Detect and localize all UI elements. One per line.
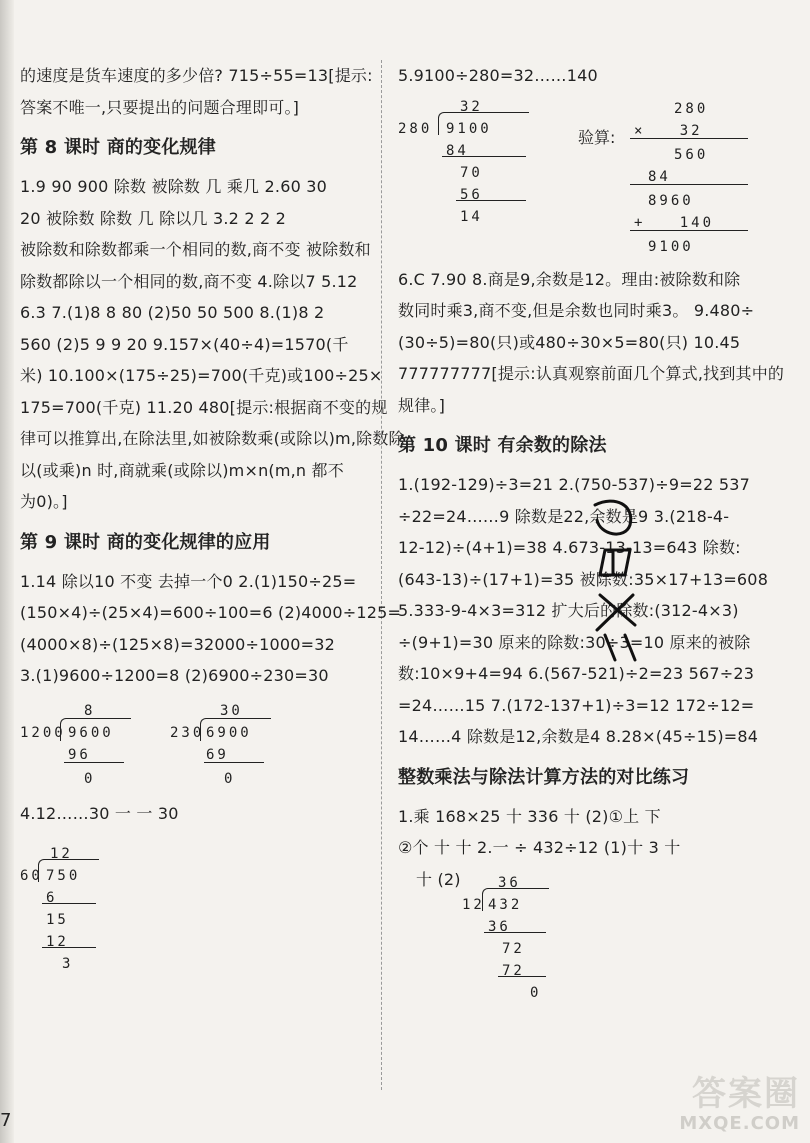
text-line: 答案不唯一,只要提出的问题合理即可。] xyxy=(20,97,300,117)
check-row: × 32 xyxy=(634,122,703,139)
text-line: 被除数和除数都乘一个相同的数,商不变 被除数和 xyxy=(20,240,371,259)
text-line: 律可以推算出,在除法里,如被除数乘(或除以)m,除数除 xyxy=(20,429,405,448)
remainder: 0 xyxy=(530,984,542,1001)
remainder: 0 xyxy=(224,770,236,787)
column-divider xyxy=(381,60,382,1090)
quotient: 36 xyxy=(498,874,521,891)
text-line: 12-12)÷(4+1)=38 4.673-13-13=643 除数: xyxy=(398,538,741,557)
product: 36 xyxy=(488,918,511,935)
division-rule xyxy=(42,903,96,904)
check-row: 84 xyxy=(648,168,671,185)
quotient: 32 xyxy=(460,98,483,115)
text-line: 3.(1)9600÷1200=8 (2)6900÷230=30 xyxy=(20,666,329,685)
text-line: 数同时乘3,商不变,但是余数也同时乘3。 9.480÷ xyxy=(398,301,755,320)
long-division xyxy=(20,839,365,989)
text-line: =24……15 7.(172-137+1)÷3=12 172÷12= xyxy=(398,695,755,715)
text-line: ÷22=24……9 除数是22,余数是9 3.(218-4- xyxy=(398,506,730,526)
check-rule xyxy=(630,184,748,185)
text-line: 6.3 7.(1)8 8 80 (2)50 50 500 8.(1)8 2 xyxy=(20,303,325,322)
text-line: ②个 十 十 2.一 ÷ 432÷12 (1)十 3 十 xyxy=(398,838,681,857)
division-rule xyxy=(442,156,526,157)
section-heading-lesson-9: 第 9 课时 商的变化规律的应用 xyxy=(20,531,271,553)
product: 56 xyxy=(460,186,483,203)
partial-remainder: 15 xyxy=(46,912,69,928)
check-rule xyxy=(630,138,748,139)
text-line: 规律。] xyxy=(398,395,446,415)
divisor: 60 xyxy=(20,868,43,884)
watermark-logo xyxy=(660,1075,800,1135)
division-rule xyxy=(42,947,96,948)
text-line: 20 被除数 除数 几 除以几 3.2 2 2 2 xyxy=(20,208,287,228)
book-spine-edge xyxy=(0,0,14,1143)
text-line: (643-13)÷(17+1)=35 被除数:35×17+13=608 xyxy=(398,569,769,589)
text-line: 以(或乘)n 时,商就乘(或除以)m×n(m,n 都不 xyxy=(20,460,344,480)
division-rule xyxy=(204,762,264,763)
check-label: 验算: xyxy=(578,127,616,147)
partial-remainder: 70 xyxy=(460,164,483,181)
quotient: 8 xyxy=(84,702,96,719)
section-heading-lesson-8: 第 8 课时 商的变化规律 xyxy=(20,137,216,158)
text-line: 1.9 90 900 除数 被除数 几 乘几 2.60 30 xyxy=(20,177,328,196)
text-line: 6.C 7.90 8.商是9,余数是12。理由:被除数和除 xyxy=(398,269,741,289)
division-rule xyxy=(456,200,526,201)
product: 12 xyxy=(46,934,69,950)
check-row: + 140 xyxy=(634,214,715,231)
remainder: 3 xyxy=(62,956,74,972)
text-line: 十 (2) xyxy=(416,869,461,889)
partial-remainder: 72 xyxy=(502,940,525,957)
remainder: 14 xyxy=(460,208,483,225)
text-line: 4.12……30 一 一 30 xyxy=(20,803,179,823)
text-line: 777777777[提示:认真观察前面几个算式,找到其中的 xyxy=(398,364,785,383)
text-line: 除数都除以一个相同的数,商不变 4.除以7 5.12 xyxy=(20,271,358,291)
product: 84 xyxy=(446,142,469,159)
check-rule xyxy=(630,230,748,231)
long-division-with-label xyxy=(398,864,778,1001)
text-line: 1.乘 168×25 十 336 十 (2)①上 下 xyxy=(398,806,661,826)
divisor: 230 xyxy=(170,724,205,741)
text-line: 为0)。] xyxy=(20,492,68,511)
check-row: 280 xyxy=(674,100,709,117)
division-and-check xyxy=(398,92,778,264)
divisor: 12 xyxy=(462,896,485,913)
dividend: 6900 xyxy=(206,724,252,741)
long-division-pair xyxy=(20,692,365,792)
text-line: (150×4)÷(25×4)=600÷100=6 (2)4000÷125= xyxy=(20,603,402,622)
quotient: 30 xyxy=(220,702,243,719)
text-line: (4000×8)÷(125×8)=32000÷1000=32 xyxy=(20,634,335,654)
division-rule xyxy=(498,976,546,977)
remainder: 0 xyxy=(84,770,96,787)
watermark-url: MXQE.COM xyxy=(679,1113,800,1134)
product: 6 xyxy=(46,890,58,906)
section-heading-comparison: 整数乘法与除法计算方法的对比练习 xyxy=(398,766,690,788)
watermark-text: 答案圈 xyxy=(692,1074,800,1114)
dividend: 9100 xyxy=(446,120,492,137)
quotient: 12 xyxy=(50,846,73,862)
section-heading-lesson-10: 第 10 课时 有余数的除法 xyxy=(398,435,607,456)
text-line: 数:10×9+4=94 6.(567-521)÷2=23 567÷23 xyxy=(398,664,755,683)
product: 96 xyxy=(68,746,91,763)
text-line: 1.(192-129)÷3=21 2.(750-537)÷9=22 537 xyxy=(398,475,751,494)
text-line: 14……4 除数是12,余数是4 8.28×(45÷15)=84 xyxy=(398,727,759,746)
text-line: 的速度是货车速度的多少倍? 715÷55=13[提示: xyxy=(20,66,373,85)
division-rule xyxy=(484,932,546,933)
divisor: 1200 xyxy=(20,724,66,741)
divisor: 280 xyxy=(398,120,433,137)
product: 69 xyxy=(206,746,229,763)
text-line: ÷(9+1)=30 原来的除数:30÷3=10 原来的被除 xyxy=(398,632,751,652)
check-row: 560 xyxy=(674,146,709,163)
dividend: 432 xyxy=(488,896,523,913)
left-column xyxy=(20,60,405,989)
text-line: 米) 10.100×(175÷25)=700(千克)或100÷25× xyxy=(20,366,383,385)
text-line: 5.9100÷280=32……140 xyxy=(398,66,598,85)
page-number: 7 xyxy=(0,1110,12,1131)
dividend: 9600 xyxy=(68,724,114,741)
dividend: 750 xyxy=(46,868,81,884)
text-line: 560 (2)5 9 9 20 9.157×(40÷4)=1570(千 xyxy=(20,334,349,354)
check-row: 8960 xyxy=(648,192,694,209)
handwriting-scribble xyxy=(585,495,645,665)
text-line: 1.14 除以10 不变 去掉一个0 2.(1)150÷25= xyxy=(20,571,357,591)
text-line: (30÷5)=80(只)或480÷30×5=80(只) 10.45 xyxy=(398,332,741,352)
check-row: 9100 xyxy=(648,238,694,255)
text-line: 175=700(千克) 11.20 480[提示:根据商不变的规 xyxy=(20,397,388,417)
text-line: 5.333-9-4×3=312 扩大后的除数:(312-4×3) xyxy=(398,601,739,620)
division-rule xyxy=(64,762,124,763)
product: 72 xyxy=(502,962,525,979)
